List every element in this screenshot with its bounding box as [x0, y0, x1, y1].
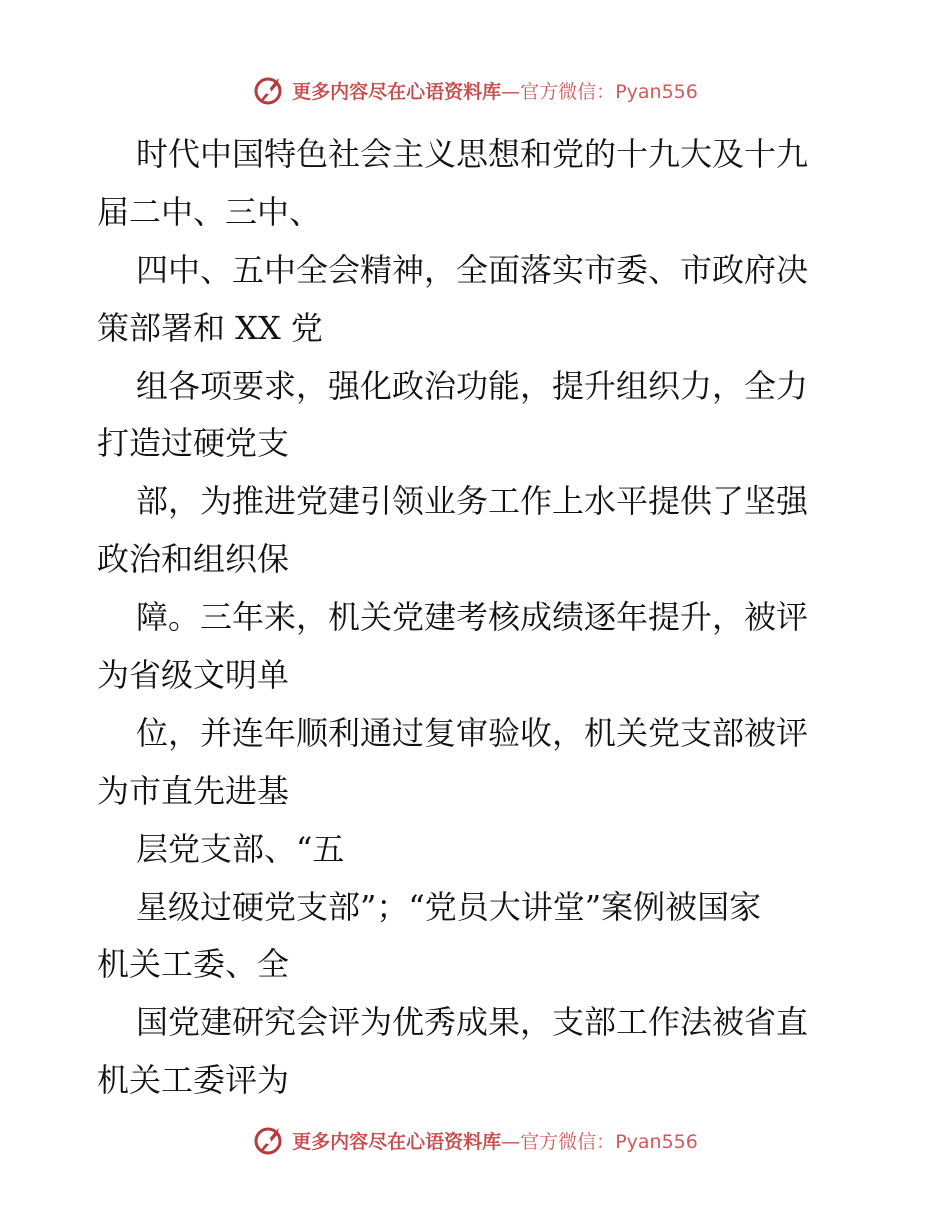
- body-line: 层党支部、“五: [136, 829, 345, 868]
- footer-banner-title: 更多内容尽在心语资料库: [292, 1130, 502, 1153]
- body-line: 部，为推进党建引领业务工作上水平提供了坚强: [136, 482, 809, 521]
- body-line: 为市直先进基: [97, 771, 290, 810]
- header-banner: [0, 70, 950, 110]
- document-body: [97, 126, 857, 1110]
- footer-banner-text: [292, 1127, 698, 1154]
- body-line: 机关工委评为: [97, 1061, 290, 1100]
- body-line: 政治和组织保: [97, 540, 290, 579]
- header-wechat-id: Pyan556: [615, 80, 698, 103]
- header-banner-text: [292, 77, 698, 104]
- body-line: 四中、五中全会精神，全面落实市委、市政府决: [136, 250, 809, 289]
- body-line: 机关工委、全: [97, 945, 290, 984]
- body-line: 障。三年来，机关党建考核成绩逐年提升，被评: [136, 598, 809, 637]
- body-line: 组各项要求，强化政治功能，提升组织力，全力: [136, 366, 809, 405]
- quill-pen-logo-icon: [252, 73, 286, 107]
- body-line: 位，并连年顺利通过复审验收，机关党支部被评: [136, 713, 809, 752]
- footer-banner-separator: —: [501, 1130, 521, 1153]
- header-wechat-label: 官方微信：: [520, 80, 616, 103]
- footer-banner: [0, 1120, 950, 1160]
- body-line: 国党建研究会评为优秀成果，支部工作法被省直: [136, 1003, 809, 1042]
- quill-pen-logo-icon: [252, 1123, 286, 1157]
- header-banner-separator: —: [501, 80, 521, 103]
- body-line: 星级过硬党支部”；“党员大讲堂”案例被国家: [136, 887, 762, 926]
- body-line: 为省级文明单: [97, 656, 290, 695]
- footer-wechat-label: 官方微信：: [520, 1130, 616, 1153]
- body-line: 打造过硬党支: [97, 424, 290, 463]
- body-line: 时代中国特色社会主义思想和党的十九大及十九: [136, 135, 809, 173]
- footer-wechat-id: Pyan556: [615, 1130, 698, 1153]
- header-banner-title: 更多内容尽在心语资料库: [292, 80, 502, 103]
- body-line: 届二中、三中、: [97, 192, 322, 231]
- body-line: 策部署和 XX 党: [97, 308, 323, 347]
